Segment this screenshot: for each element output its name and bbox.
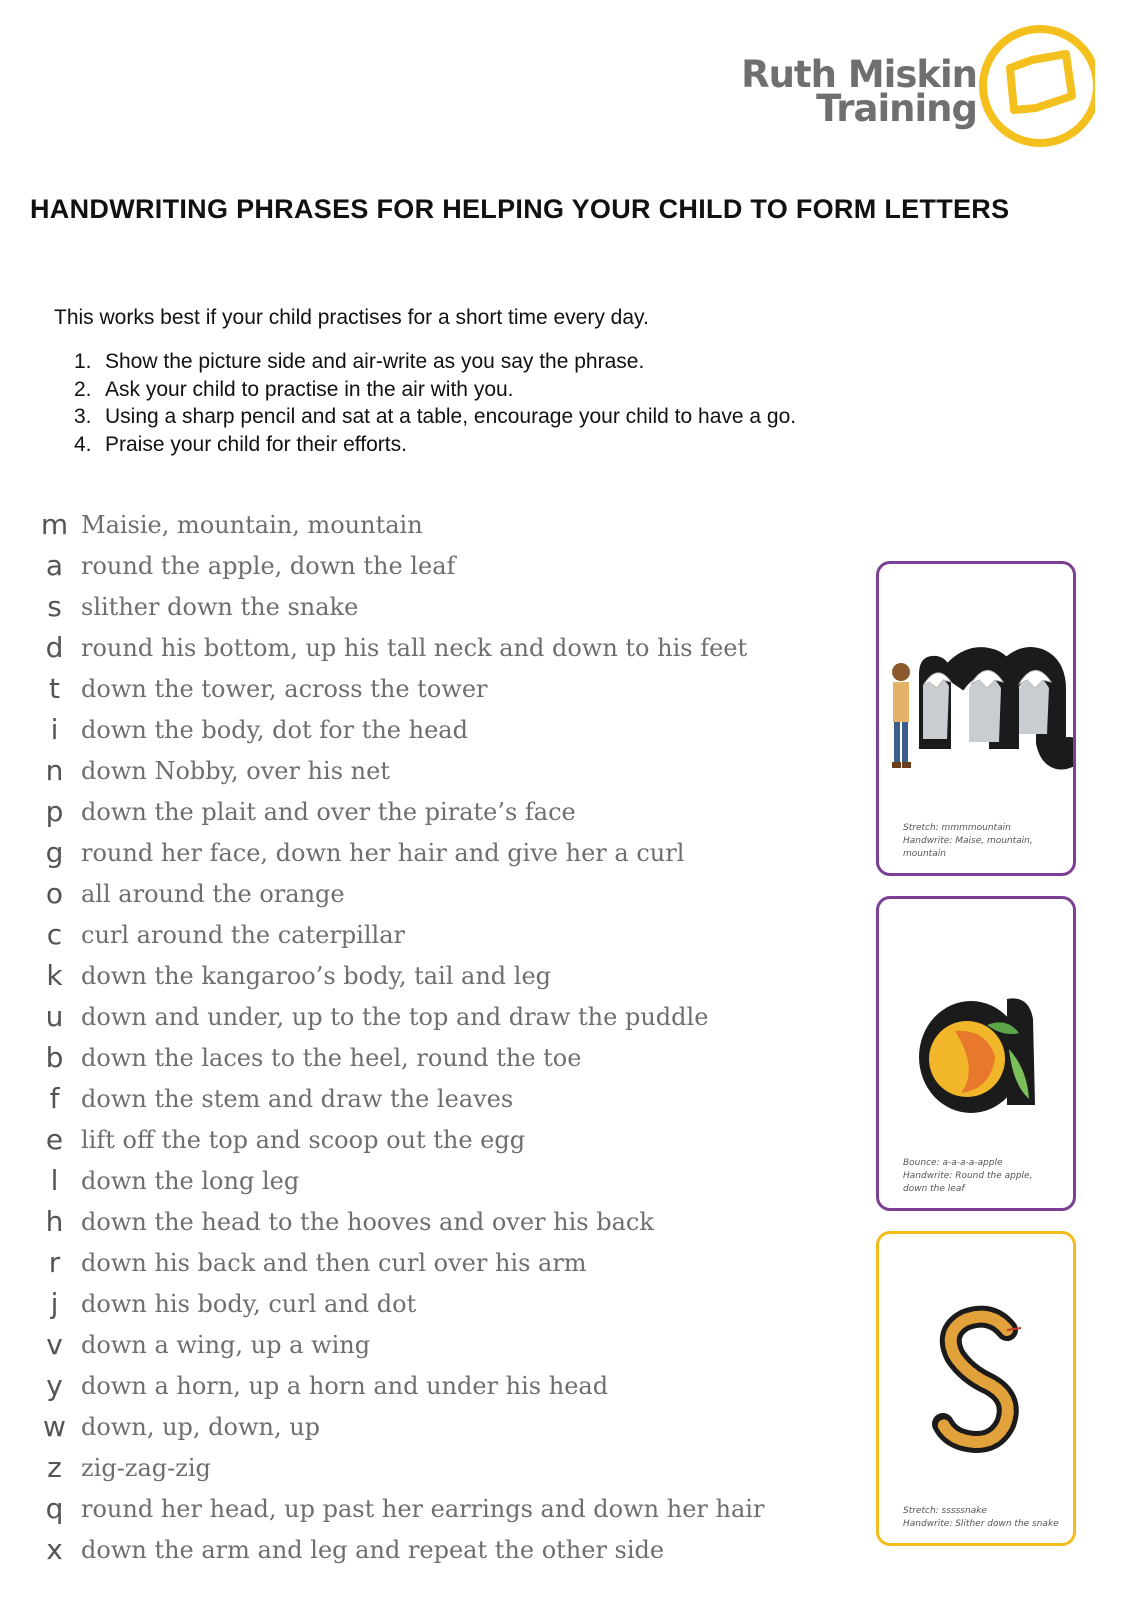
phrase-letter: o bbox=[45, 877, 64, 910]
phrase-row bbox=[28, 668, 764, 709]
step-item bbox=[74, 431, 796, 459]
phrase-row bbox=[28, 504, 764, 545]
caption-line: Stretch: sssssnake bbox=[903, 1506, 987, 1516]
step-item bbox=[74, 348, 796, 376]
logo-line-1: Ruth Miskin bbox=[741, 53, 977, 96]
phrase-row bbox=[28, 1406, 764, 1447]
phrase-letter: k bbox=[46, 959, 63, 992]
phrase-text: round her head, up past her earrings and down her hair bbox=[81, 1494, 765, 1523]
phrase-letter: r bbox=[48, 1246, 61, 1279]
logo-mark-icon bbox=[970, 18, 1095, 153]
phrase-letter: f bbox=[49, 1082, 60, 1115]
caption-line: Handwrite: Slither down the snake bbox=[903, 1519, 1059, 1529]
phrase-text: slither down the snake bbox=[81, 592, 359, 621]
steps-list bbox=[74, 348, 796, 458]
phrase-text: down the head to the hooves and over his back bbox=[81, 1207, 654, 1236]
phrase-row bbox=[28, 1365, 764, 1406]
step-number: 2. bbox=[74, 377, 92, 401]
ruth-miskin-logo bbox=[735, 18, 1095, 153]
phrase-letter: j bbox=[50, 1287, 59, 1320]
phrase-letter: i bbox=[50, 713, 59, 746]
logo-wordmark bbox=[741, 53, 977, 130]
phrase-row bbox=[28, 1488, 764, 1529]
phrase-letter: n bbox=[45, 754, 64, 787]
phrase-letter: t bbox=[49, 672, 60, 705]
phrase-letter: s bbox=[47, 590, 62, 623]
phrase-text: down the stem and draw the leaves bbox=[81, 1084, 514, 1113]
card-caption bbox=[903, 1505, 1059, 1531]
logo-line-2: Training bbox=[816, 87, 977, 130]
phrase-row bbox=[28, 1447, 764, 1488]
phrase-text: down the kangaroo’s body, tail and leg bbox=[81, 961, 552, 990]
step-text: Ask your child to practise in the air with you. bbox=[105, 377, 514, 401]
phrase-row bbox=[28, 709, 764, 750]
phrase-text: Maisie, mountain, mountain bbox=[81, 510, 423, 539]
letter-card-a bbox=[876, 896, 1076, 1211]
phrase-row bbox=[28, 791, 764, 832]
phrase-letter: d bbox=[45, 631, 64, 664]
phrase-row bbox=[28, 996, 764, 1037]
phrase-letter: x bbox=[46, 1533, 63, 1566]
letter-card-m bbox=[876, 561, 1076, 876]
phrase-text: round the apple, down the leaf bbox=[81, 551, 456, 580]
card-caption bbox=[903, 822, 1033, 861]
phrase-letter: p bbox=[45, 795, 64, 828]
step-text: Using a sharp pencil and sat at a table, encourage your child to have a go. bbox=[105, 405, 797, 428]
step-item bbox=[74, 403, 796, 431]
phrase-row bbox=[28, 545, 764, 586]
step-number: 4. bbox=[74, 432, 92, 456]
phrase-letter: q bbox=[45, 1492, 64, 1525]
phrase-letter: v bbox=[46, 1328, 63, 1361]
phrase-text: down his back and then curl over his arm bbox=[81, 1248, 587, 1277]
card-caption bbox=[903, 1157, 1032, 1196]
phrase-letter: y bbox=[46, 1369, 63, 1402]
phrase-row bbox=[28, 1201, 764, 1242]
phrase-row bbox=[28, 955, 764, 996]
phrase-text: down the laces to the heel, round the toe bbox=[81, 1043, 582, 1072]
letter-card-s bbox=[876, 1231, 1076, 1546]
step-number: 1. bbox=[74, 350, 92, 373]
caption-line: Stretch: mmmmountain bbox=[903, 823, 1011, 833]
phrase-text: zig-zag-zig bbox=[81, 1453, 211, 1482]
phrase-row bbox=[28, 873, 764, 914]
phrase-letter: h bbox=[45, 1205, 64, 1238]
phrase-text: down the long leg bbox=[81, 1166, 300, 1195]
snake-s-illustration bbox=[879, 1234, 1073, 1543]
phrase-letter: z bbox=[47, 1451, 62, 1484]
phrase-text: round his bottom, up his tall neck and down to his feet bbox=[81, 633, 748, 662]
caption-line: Handwrite: Maise, mountain, bbox=[903, 836, 1033, 846]
phrase-text: round her face, down her hair and give her a curl bbox=[81, 838, 685, 867]
phrase-text: down a horn, up a horn and under his head bbox=[81, 1371, 609, 1400]
phrase-letter: m bbox=[40, 508, 69, 541]
phrase-text: curl around the caterpillar bbox=[81, 920, 405, 949]
phrase-text: down and under, up to the top and draw the puddle bbox=[81, 1002, 709, 1031]
phrase-row bbox=[28, 832, 764, 873]
step-text: Praise your child for their efforts. bbox=[105, 432, 407, 456]
caption-line: down the leaf bbox=[903, 1184, 965, 1194]
caption-line: Handwrite: Round the apple, bbox=[903, 1171, 1033, 1181]
phrase-text: down Nobby, over his net bbox=[81, 756, 390, 785]
phrase-letter: w bbox=[43, 1410, 66, 1443]
phrase-text: down the tower, across the tower bbox=[81, 674, 488, 703]
phrase-text: down, up, down, up bbox=[81, 1412, 321, 1441]
phrase-list bbox=[28, 504, 764, 1570]
phrase-row bbox=[28, 750, 764, 791]
phrase-text: down the arm and leg and repeat the other side bbox=[81, 1535, 665, 1564]
step-item bbox=[74, 376, 796, 404]
phrase-row bbox=[28, 914, 764, 955]
phrase-text: lift off the top and scoop out the egg bbox=[81, 1125, 526, 1154]
phrase-row bbox=[28, 586, 764, 627]
step-text: Show the picture side and air-write as you say the phrase. bbox=[105, 350, 645, 373]
phrase-text: down his body, curl and dot bbox=[81, 1289, 417, 1318]
phrase-row bbox=[28, 627, 764, 668]
phrase-letter: a bbox=[45, 549, 64, 582]
caption-line: mountain bbox=[903, 849, 946, 859]
phrase-letter: u bbox=[45, 1000, 64, 1033]
phrase-row bbox=[28, 1529, 764, 1570]
phrase-letter: l bbox=[50, 1164, 59, 1197]
phrase-row bbox=[28, 1037, 764, 1078]
intro-text: This works best if your child practises for a short time every day. bbox=[54, 306, 649, 329]
caption-line: Bounce: a-a-a-a-apple bbox=[903, 1158, 1003, 1168]
phrase-row bbox=[28, 1324, 764, 1365]
phrase-text: down the body, dot for the head bbox=[81, 715, 468, 744]
step-number: 3. bbox=[74, 405, 92, 428]
phrase-letter: e bbox=[45, 1123, 64, 1156]
phrase-row bbox=[28, 1160, 764, 1201]
phrase-row bbox=[28, 1242, 764, 1283]
phrase-row bbox=[28, 1078, 764, 1119]
phrase-letter: g bbox=[45, 836, 64, 869]
phrase-text: down a wing, up a wing bbox=[81, 1330, 371, 1359]
phrase-row bbox=[28, 1283, 764, 1324]
phrase-text: down the plait and over the pirate’s face bbox=[81, 797, 576, 826]
phrase-letter: c bbox=[46, 918, 63, 951]
phrase-row bbox=[28, 1119, 764, 1160]
phrase-letter: b bbox=[45, 1041, 64, 1074]
phrase-text: all around the orange bbox=[81, 879, 345, 908]
page-title: HANDWRITING PHRASES FOR HELPING YOUR CHILD TO FORM LETTERS bbox=[30, 194, 1010, 224]
